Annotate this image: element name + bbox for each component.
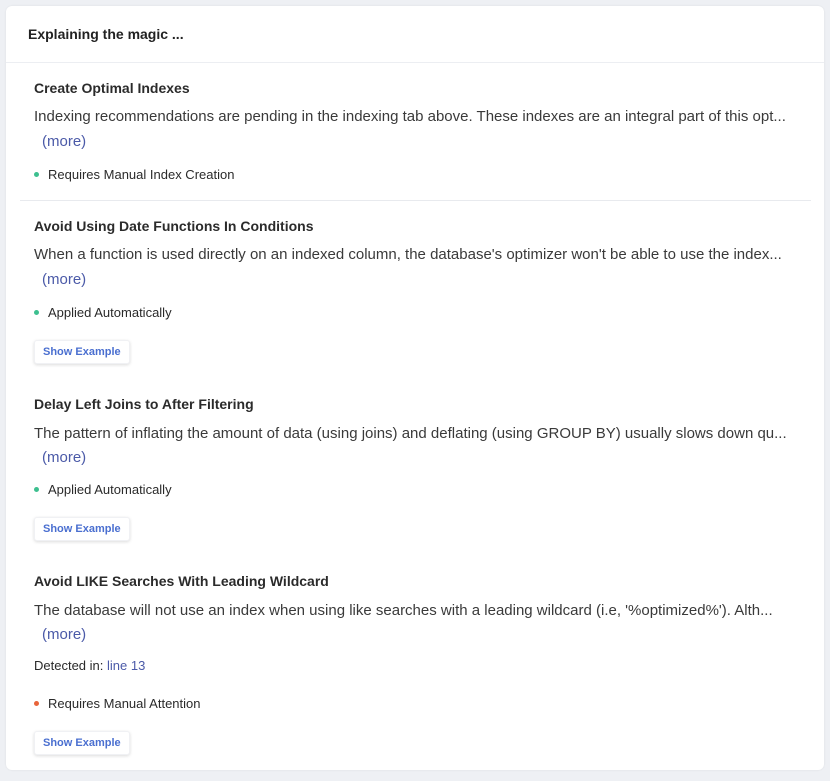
line-link[interactable]: line 13 <box>107 658 146 673</box>
item-title: Avoid Using Date Functions In Conditions <box>34 218 314 234</box>
show-example-button[interactable]: Show Example <box>34 517 130 541</box>
more-link[interactable]: (more) <box>42 271 87 288</box>
status-dot-icon <box>34 172 39 177</box>
panel-title: Explaining the magic ... <box>6 6 824 63</box>
status-label: Requires Manual Attention <box>48 696 201 711</box>
item-title: Create Optimal Indexes <box>34 80 190 96</box>
status-label: Requires Manual Index Creation <box>48 167 235 182</box>
status-indicator <box>34 696 200 711</box>
status-dot-icon <box>34 487 39 492</box>
show-example-button[interactable]: Show Example <box>34 731 130 755</box>
item-description: When a function is used directly on an indexed column, the database's optimizer won't be able to use the index... <box>34 246 782 263</box>
explanation-panel <box>6 6 824 770</box>
more-link[interactable]: (more) <box>42 626 87 643</box>
divider <box>20 200 811 201</box>
status-indicator <box>34 167 234 182</box>
item-title: Avoid LIKE Searches With Leading Wildcard <box>34 573 329 589</box>
detected-in <box>34 658 145 673</box>
status-label: Applied Automatically <box>48 482 172 497</box>
show-example-button[interactable]: Show Example <box>34 340 130 364</box>
status-label: Applied Automatically <box>48 305 172 320</box>
detected-label: Detected in: <box>34 658 107 673</box>
status-indicator <box>34 305 172 320</box>
more-link[interactable]: (more) <box>42 133 87 150</box>
status-dot-icon <box>34 701 39 706</box>
item-description: The pattern of inflating the amount of data (using joins) and deflating (using GROUP BY) usually slows down qu... <box>34 425 787 442</box>
item-description: Indexing recommendations are pending in the indexing tab above. These indexes are an integral part of this opt... <box>34 108 786 125</box>
status-dot-icon <box>34 310 39 315</box>
item-description: The database will not use an index when using like searches with a leading wildcard (i.e, '%optimized%'). Alth... <box>34 602 773 619</box>
item-title: Delay Left Joins to After Filtering <box>34 396 254 412</box>
status-indicator <box>34 482 172 497</box>
more-link[interactable]: (more) <box>42 449 87 466</box>
